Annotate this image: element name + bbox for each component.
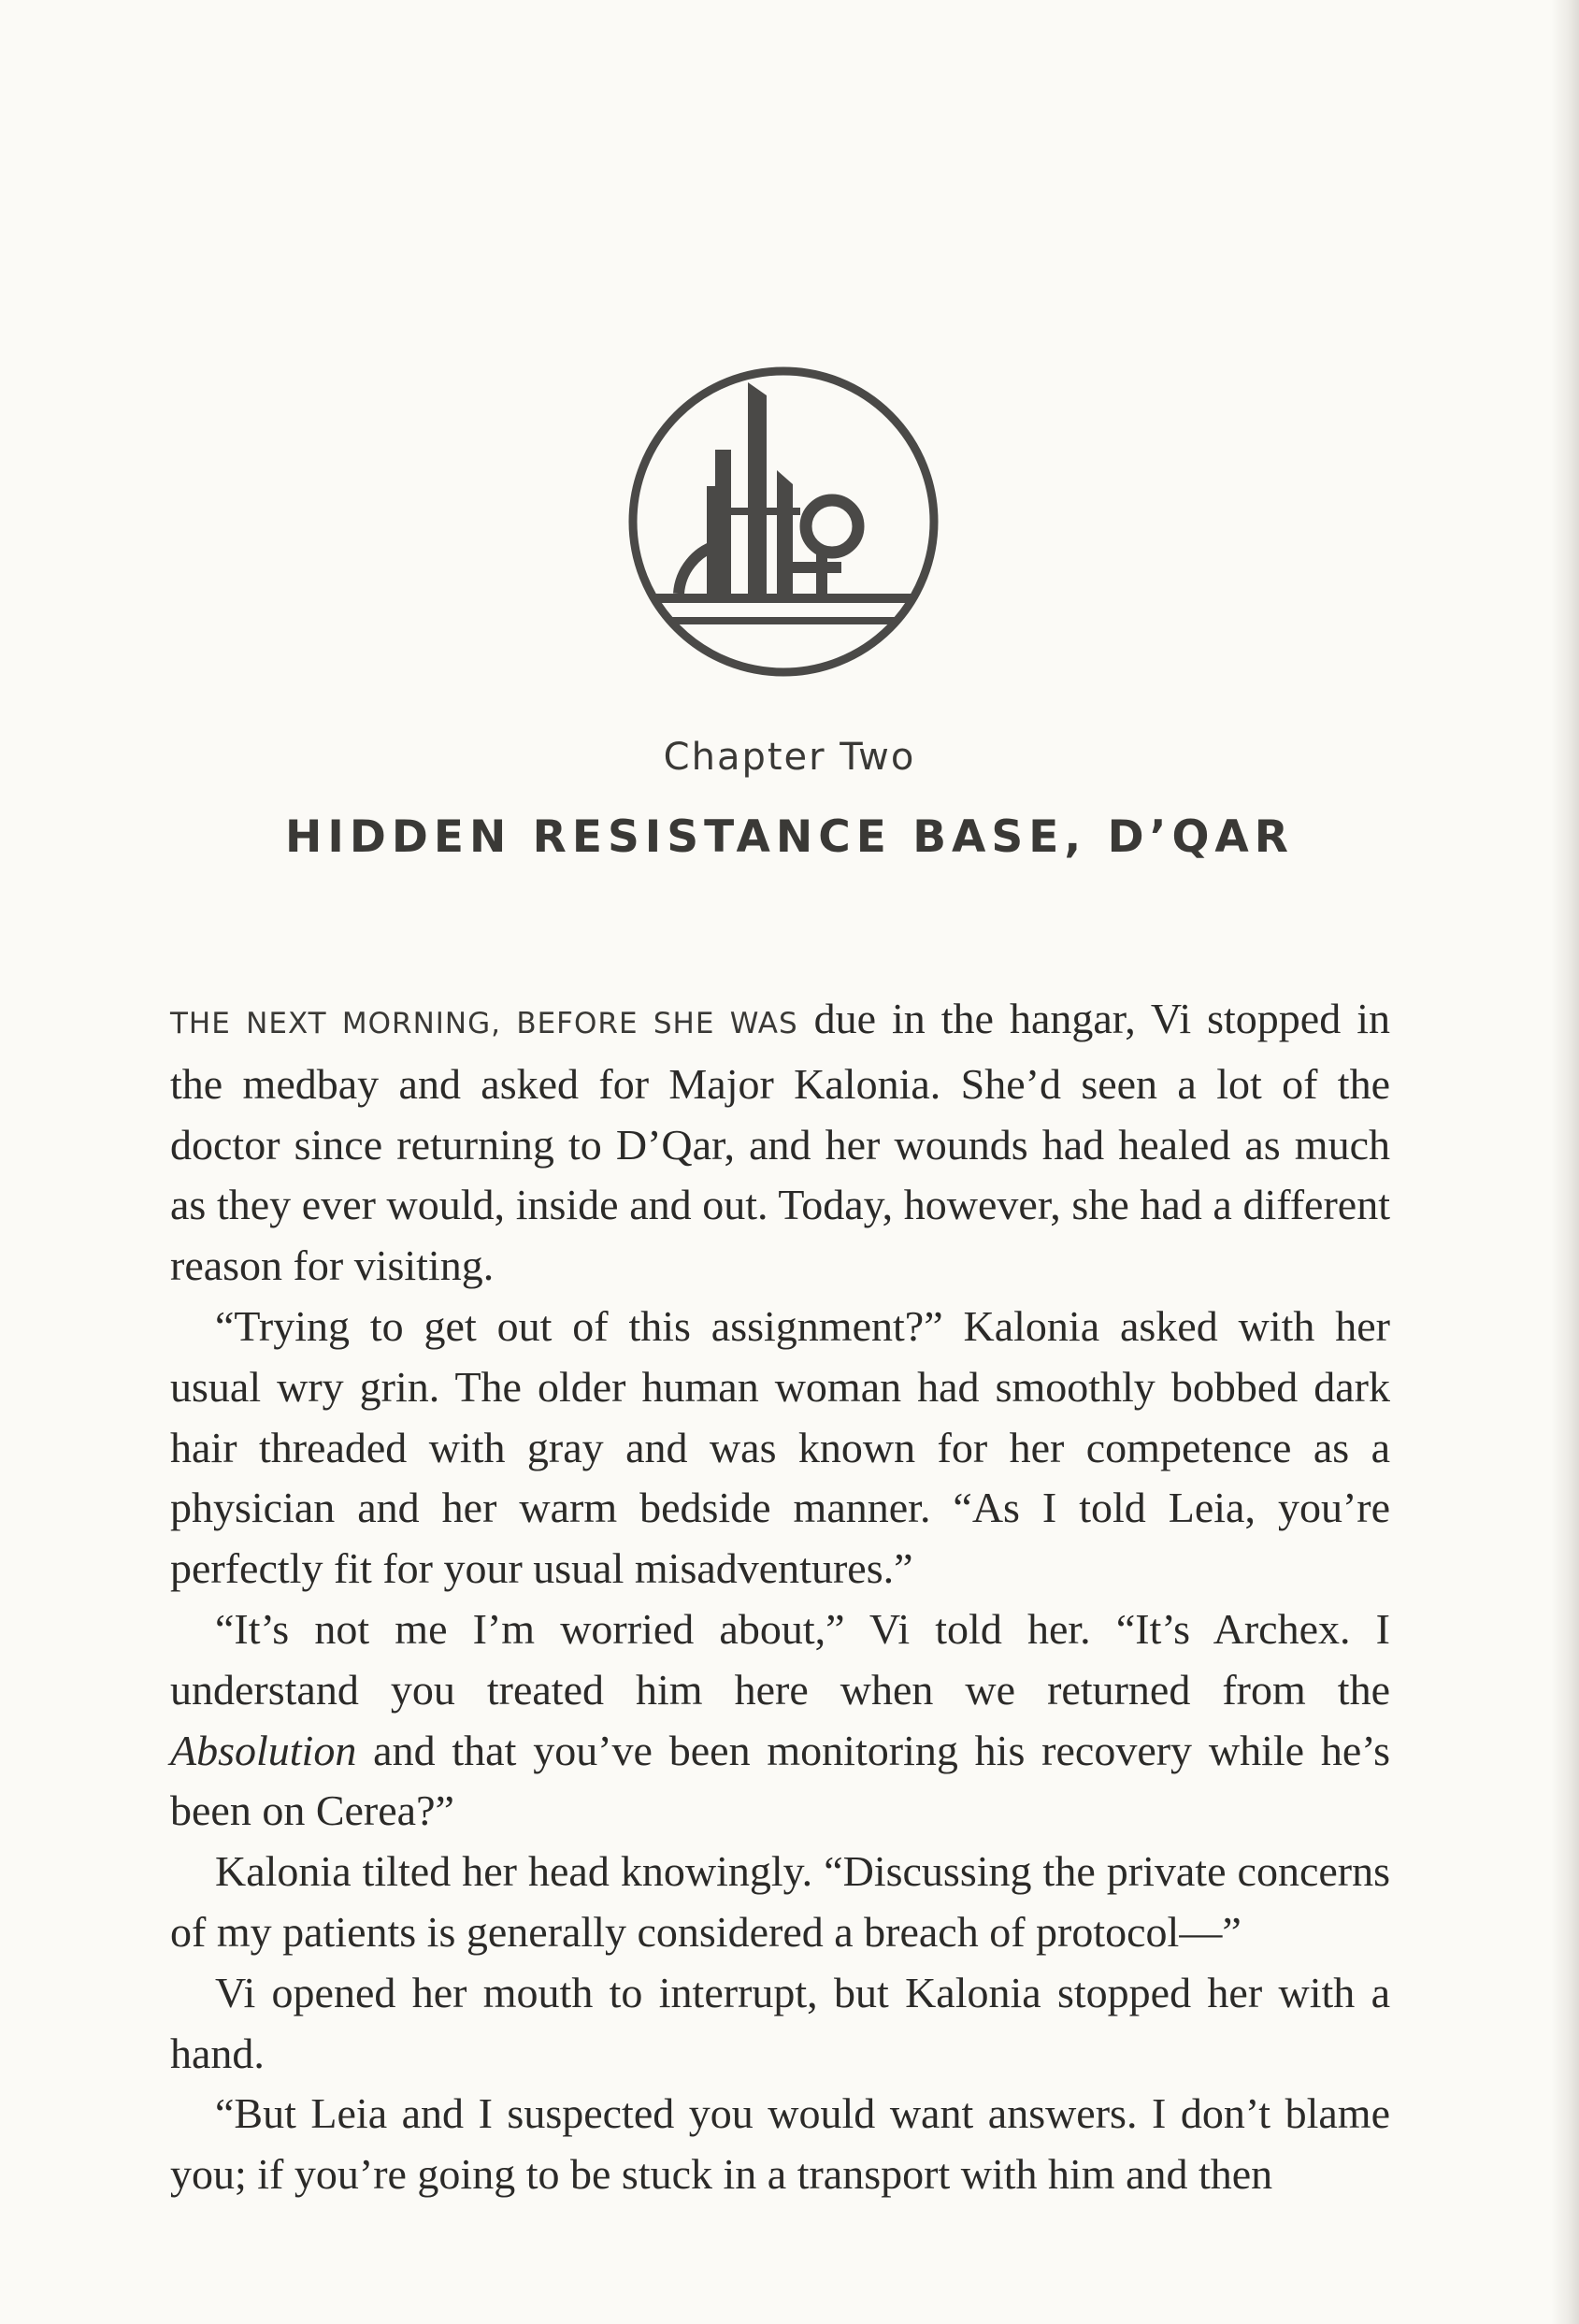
paragraph-3-text-before: “It’s not me I’m worried about,” Vi told her. “It’s Archex. I understand you treated him here when we returned from the — [170, 1604, 1390, 1714]
paragraph-2: “Trying to get out of this assignment?” Kalonia asked with her usual wry grin. The older human woman had smoothly bobbed dark hair threaded with gray and was known for her competence as a physician and her warm bedside manner. “As I told Leia, you’re perfectly fit for your usual misadventures.” — [170, 1301, 1390, 1593]
paragraph-1 — [170, 989, 1390, 1297]
paragraph-4: Kalonia tilted her head knowingly. “Discussing the private concerns of my patients is generally considered a breach of protocol—” — [170, 1847, 1390, 1956]
paragraph-6: “But Leia and I suspected you would want answers. I don’t blame you; if you’re going to be stuck in a transport with him and then — [170, 2089, 1390, 2199]
chapter-body — [170, 989, 1390, 2205]
resistance-base-emblem-icon — [624, 363, 942, 681]
page-edge-shadow — [1551, 0, 1579, 2324]
paragraph-3-text-after: and that you’ve been monitoring his recovery while he’s been on Cerea?” — [170, 1726, 1390, 1835]
lead-in-small-caps: THE NEXT MORNING, BEFORE SHE WAS — [170, 1007, 798, 1040]
paragraph-5: Vi opened her mouth to interrupt, but Kalonia stopped her with a hand. — [170, 1968, 1390, 2077]
chapter-number: Chapter Two — [663, 736, 916, 779]
ship-name-italic: Absolution — [170, 1726, 357, 1774]
chapter-title: HIDDEN RESISTANCE BASE, D’QAR — [285, 811, 1294, 863]
paragraph-3 — [170, 1600, 1390, 1842]
paragraph-1-text: due in the hangar, Vi stopped in the medbay and asked for Major Kalonia. She’d seen a lot of the doctor since returning to D’Qar, and her wounds had healed as much as they ever would, inside and out. Today, however, she had a different reason for visiting. — [170, 995, 1390, 1290]
